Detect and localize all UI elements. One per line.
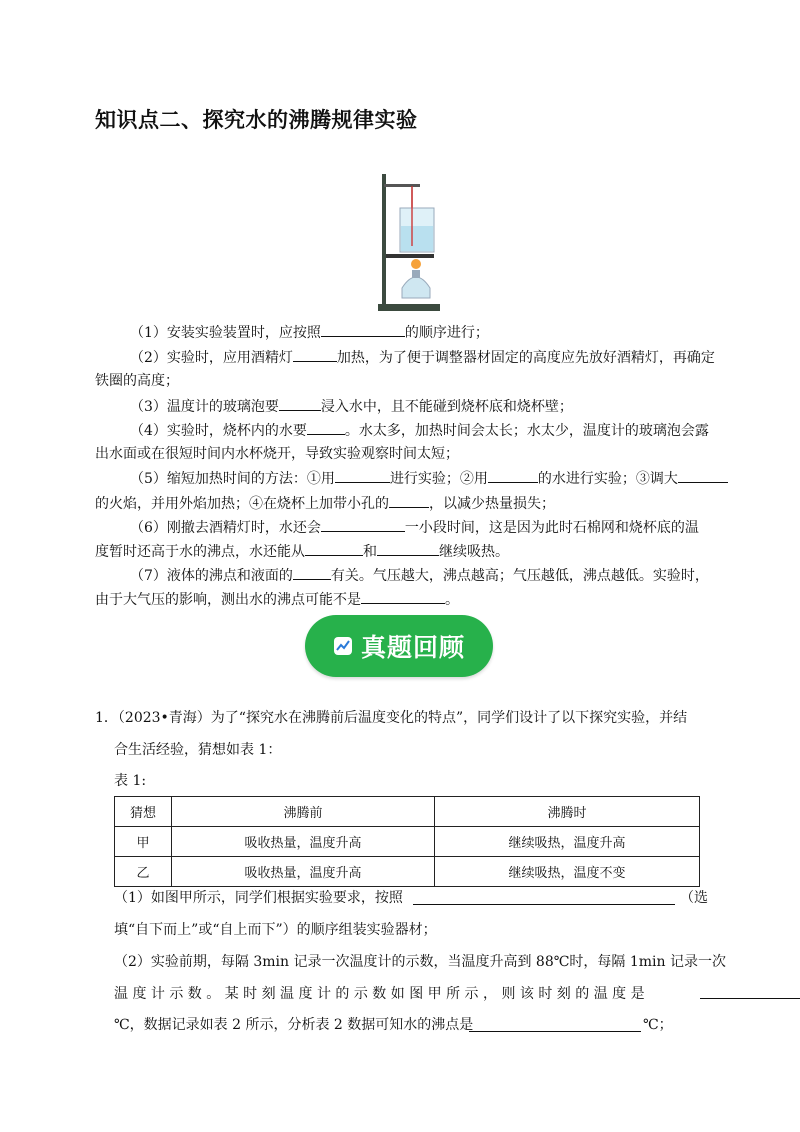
q1-line1: 1．（2023•青海）为了“探究水在沸腾前后温度变化的特点”，同学们设计了以下探究实验，并结 xyxy=(95,710,688,726)
item-6-cont: 度暂时还高于水的沸点，水还能从 和 继续吸热。 xyxy=(95,541,509,562)
table-row xyxy=(115,857,700,887)
table-header-cell: 沸腾前 xyxy=(172,797,435,827)
table-row xyxy=(115,827,700,857)
item-5: （5）缩短加热时间的方法：①用 进行实验；②用 的水进行实验；③调大 xyxy=(130,468,728,489)
blank xyxy=(469,1017,641,1032)
item-7-cont: 由于大气压的影响，测出水的沸点可能不是 。 xyxy=(95,589,459,610)
item-2-cont: 铁圈的高度； xyxy=(95,373,179,389)
item-4-cont: 出水面或在很短时间内水杯烧开，导致实验观察时间太短； xyxy=(95,446,459,462)
chart-icon xyxy=(333,636,353,656)
table-header-row xyxy=(115,797,700,827)
q1-part1: （1）如图甲所示，同学们根据实验要求，按照 xyxy=(114,890,403,906)
q1-part2-unit: ℃； xyxy=(643,1017,673,1033)
table-cell: 乙 xyxy=(115,857,172,887)
q1-part2-cont: 温 度 计 示 数 。 某 时 刻 温 度 计 的 示 数 如 图 甲 所 示 ， 则 该 时 刻 的 温 度 是 xyxy=(114,986,645,1002)
table-header-cell: 猜想 xyxy=(115,797,172,827)
item-3: （3）温度计的玻璃泡要 浸入水中，且不能碰到烧杯底和烧杯壁； xyxy=(130,396,573,417)
boiling-apparatus-image xyxy=(372,170,446,312)
q1-part1-cont: 填“自下而上”或“自上而下”）的顺序组装实验器材； xyxy=(114,922,437,938)
item-7: （7）液体的沸点和液面的 有关。气压越大，沸点越高；气压越低，沸点越低。实验时， xyxy=(130,565,709,586)
item-2: （2）实验时，应用酒精灯 加热，为了便于调整器材固定的高度应先放好酒精灯，再确定 xyxy=(130,347,715,368)
item-1: （1）安装实验装置时，应按照 的顺序进行； xyxy=(130,322,489,343)
blank xyxy=(700,984,800,999)
table-cell: 吸收热量，温度升高 xyxy=(172,857,435,887)
banner-label: 真题回顾 xyxy=(360,633,465,662)
table-header-cell: 沸腾时 xyxy=(435,797,700,827)
table-cell: 继续吸热，温度不变 xyxy=(435,857,700,887)
table-cell: 吸收热量，温度升高 xyxy=(172,827,435,857)
q1-line2: 合生活经验，猜想如表 1： xyxy=(114,742,282,758)
item-6: （6）刚撤去酒精灯时，水还会 一小段时间，这是因为此时石棉网和烧杯底的温 xyxy=(130,517,699,538)
item-4: （4）实验时，烧杯内的水要 。水太多，加热时间会太长；水太少，温度计的玻璃泡会露 xyxy=(130,420,709,441)
table-label: 表 1: xyxy=(114,773,147,789)
q1-part2-end: ℃，数据记录如表 2 所示，分析表 2 数据可知水的沸点是 xyxy=(114,1017,474,1033)
table-cell: 继续吸热，温度升高 xyxy=(435,827,700,857)
hypothesis-table xyxy=(114,796,700,887)
table-cell: 甲 xyxy=(115,827,172,857)
item-5-cont: 的火焰，并用外焰加热；④在烧杯上加带小孔的 ，以减少热量损失； xyxy=(95,493,555,514)
q1-part2: （2）实验前期，每隔 3min 记录一次温度计的示数，当温度升高到 88℃时，每隔 1min 记录一次 xyxy=(114,954,726,970)
blank xyxy=(413,890,675,905)
section-title: 知识点二、探究水的沸腾规律实验 xyxy=(95,108,418,132)
review-banner xyxy=(305,615,493,677)
q1-part1-tail: （选 xyxy=(680,890,708,906)
